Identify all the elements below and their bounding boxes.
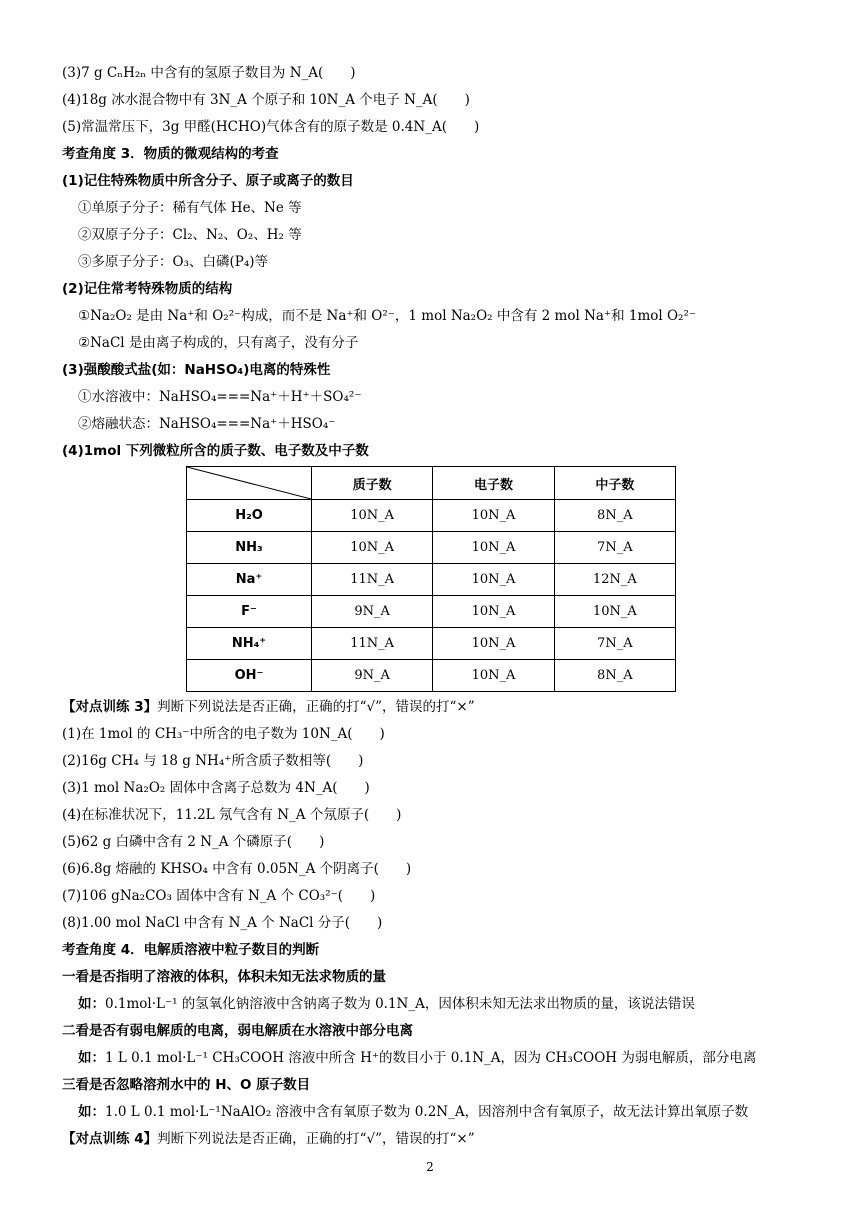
exercise-3-item: (1)在 1mol 的 CH₃⁻中所含的电子数为 10N_A( ) (62, 726, 385, 742)
row-header: F⁻ (187, 596, 312, 628)
table-row (187, 500, 676, 532)
table-cell: 10N_A (312, 500, 433, 532)
rule-3: 三看是否忽略溶剂水中的 H、O 原子数目 (62, 1077, 311, 1093)
example-label: 如： (78, 996, 105, 1012)
exercise-3-item: (3)1 mol Na₂O₂ 固体中含离子总数为 4N_A( ) (62, 780, 370, 796)
table-cell: 10N_A (433, 500, 554, 532)
table-cell: 7N_A (554, 532, 675, 564)
rule-2: 二看是否有弱电解质的电离，弱电解质在水溶液中部分电离 (62, 1023, 413, 1039)
example-1 (78, 995, 695, 1013)
table-cell: 11N_A (312, 628, 433, 660)
column-header: 电子数 (433, 467, 554, 500)
table-cell: 12N_A (554, 564, 675, 596)
point-na2o2: ①Na₂O₂ 是由 Na⁺和 O₂²⁻构成，而不是 Na⁺和 O²⁻，1 mol Na₂O₂ 中含有 2 mol Na⁺和 1mol O₂²⁻ (78, 308, 697, 324)
table-cell: 10N_A (433, 596, 554, 628)
point-aqueous: ①水溶液中：NaHSO₄===Na⁺＋H⁺＋SO₄²⁻ (78, 389, 362, 405)
table-row (187, 532, 676, 564)
section-heading-4: 考查角度 4．电解质溶液中粒子数目的判断 (62, 942, 320, 958)
example-3-text: 1.0 L 0.1 mol·L⁻¹NaAlO₂ 溶液中含有氧原子数为 0.2N_A，因溶剂中含有氧原子，故无法计算出氧原子数 (105, 1104, 749, 1120)
table-row (187, 564, 676, 596)
row-header: OH⁻ (187, 660, 312, 692)
subheading-4: (4)1mol 下列微粒所含的质子数、电子数及中子数 (62, 443, 369, 459)
row-header: H₂O (187, 500, 312, 532)
diagonal-line (187, 467, 311, 499)
table-row (187, 628, 676, 660)
table-cell: 8N_A (554, 500, 675, 532)
example-2 (78, 1049, 756, 1067)
row-header: NH₄⁺ (187, 628, 312, 660)
exercise-3-heading (62, 698, 475, 716)
point-molten: ②熔融状态：NaHSO₄===Na⁺＋HSO₄⁻ (78, 416, 336, 432)
row-header: Na⁺ (187, 564, 312, 596)
exercise-3-tag: 【对点训练 3】 (62, 699, 158, 715)
subheading-2: (2)记住常考特殊物质的结构 (62, 281, 233, 297)
section-heading-3: 考查角度 3．物质的微观结构的考查 (62, 146, 279, 162)
table-cell: 10N_A (433, 660, 554, 692)
subheading-1: (1)记住特殊物质中所含分子、原子或离子的数目 (62, 173, 354, 189)
exercise-3-item: (4)在标准状况下，11.2L 氖气含有 N_A 个氖原子( ) (62, 807, 402, 823)
table-cell: 7N_A (554, 628, 675, 660)
column-header: 质子数 (312, 467, 433, 500)
exercise-3-item: (6)6.8g 熔融的 KHSO₄ 中含有 0.05N_A 个阴离子( ) (62, 861, 412, 877)
table-row (187, 660, 676, 692)
table-cell: 9N_A (312, 660, 433, 692)
item-4: (4)18g 冰水混合物中有 3N_A 个原子和 10N_A 个电子 N_A( ) (62, 92, 470, 108)
item-3: (3)7 g CₙH₂ₙ 中含有的氢原子数目为 N_A( ) (62, 65, 356, 81)
exercise-3-item: (7)106 gNa₂CO₃ 固体中含有 N_A 个 CO₃²⁻( ) (62, 888, 376, 904)
item-5: (5)常温常压下，3g 甲醛(HCHO)气体含有的原子数是 0.4N_A( ) (62, 119, 480, 135)
example-2-text: 1 L 0.1 mol·L⁻¹ CH₃COOH 溶液中所含 H⁺的数目小于 0.1N_A，因为 CH₃COOH 为弱电解质，部分电离 (105, 1050, 757, 1066)
exercise-4-tag: 【对点训练 4】 (62, 1131, 158, 1147)
diagonal-header-cell (187, 467, 312, 500)
table-header-row (187, 467, 676, 500)
table-cell: 11N_A (312, 564, 433, 596)
particle-table (186, 466, 676, 692)
exercise-3-item: (8)1.00 mol NaCl 中含有 N_A 个 NaCl 分子( ) (62, 915, 383, 931)
table-cell: 10N_A (433, 628, 554, 660)
table-cell: 8N_A (554, 660, 675, 692)
table-cell: 10N_A (433, 532, 554, 564)
page-number: 2 (426, 1160, 434, 1174)
subheading-3: (3)强酸酸式盐(如：NaHSO₄)电离的特殊性 (62, 362, 331, 378)
point-1: ①单原子分子：稀有气体 He、Ne 等 (78, 200, 302, 216)
exercise-3-instruction: 判断下列说法是否正确，正确的打“√”，错误的打“×” (157, 699, 475, 715)
exercise-4-heading (62, 1130, 475, 1148)
example-3 (78, 1103, 748, 1121)
exercise-4-instruction: 判断下列说法是否正确，正确的打“√”，错误的打“×” (157, 1131, 475, 1147)
row-header: NH₃ (187, 532, 312, 564)
example-label: 如： (78, 1050, 105, 1066)
example-label: 如： (78, 1104, 105, 1120)
exercise-3-item: (5)62 g 白磷中含有 2 N_A 个磷原子( ) (62, 834, 325, 850)
table-cell: 9N_A (312, 596, 433, 628)
point-nacl: ②NaCl 是由离子构成的，只有离子，没有分子 (78, 335, 359, 351)
table-cell: 10N_A (312, 532, 433, 564)
point-3: ③多原子分子：O₃、白磷(P₄)等 (78, 254, 269, 270)
table-cell: 10N_A (554, 596, 675, 628)
column-header: 中子数 (554, 467, 675, 500)
table-row (187, 596, 676, 628)
table-cell: 10N_A (433, 564, 554, 596)
exercise-3-item: (2)16g CH₄ 与 18 g NH₄⁺所含质子数相等( ) (62, 753, 364, 769)
example-1-text: 0.1mol·L⁻¹ 的氢氧化钠溶液中含钠离子数为 0.1N_A，因体积未知无法求出物质的量，该说法错误 (105, 996, 695, 1012)
point-2: ②双原子分子：Cl₂、N₂、O₂、H₂ 等 (78, 227, 302, 243)
rule-1: 一看是否指明了溶液的体积，体积未知无法求物质的量 (62, 969, 386, 985)
